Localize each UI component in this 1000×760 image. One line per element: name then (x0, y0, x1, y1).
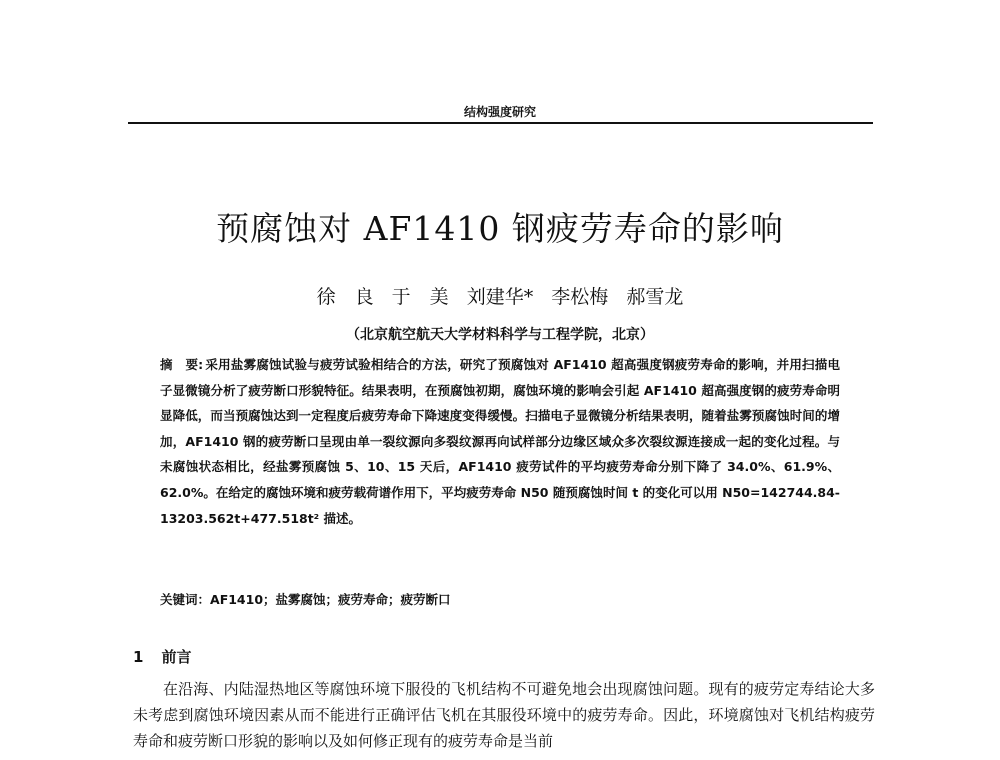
abstract-text: 采用盐雾腐蚀试验与疲劳试验相结合的方法，研究了预腐蚀对 AF1410 超高强度钢疲劳寿命的影响，并用扫描电子显微镜分析了疲劳断口形貌特征。结果表明，在预腐蚀初期，腐蚀环境的影响会引起 AF1410 超高强度钢的疲劳寿命明显降低，而当预腐蚀达到一定程度后疲劳寿命下降速度变得缓慢。扫描电子显微镜分析结果表明，随着盐雾预腐蚀时间的增加，AF1410 钢的疲劳断口呈现由单一裂纹源向多裂纹源再向试样部分边缘区域众多次裂纹源连接成一起的变化过程。与未腐蚀状态相比，经盐雾预腐蚀 5、10、15 天后，AF1410 疲劳试件的平均疲劳寿命分别下降了 34.0%、61.9%、62.0%。在给定的腐蚀环境和疲劳载荷谱作用下，平均疲劳寿命 N50 随预腐蚀时间 t 的变化可以用 N50=142744.84-13203.562t+477.518t² 描述。 (160, 357, 841, 526)
abstract-label: 摘 要: (160, 357, 204, 372)
section-title: 前言 (161, 648, 192, 666)
author-name: 李松梅 (551, 286, 609, 308)
paper-title: 预腐蚀对 AF1410 钢疲劳寿命的影响 (216, 209, 784, 248)
body-paragraph: 在沿海、内陆湿热地区等腐蚀环境下服役的飞机结构不可避免地会出现腐蚀问题。现有的疲劳定寿结论大多未考虑到腐蚀环境因素从而不能进行正确评估飞机在其服役环境中的疲劳寿命。因此，环境腐蚀对飞机结构疲劳寿命和疲劳断口形貌的影响以及如何修正现有的疲劳寿命是当前 (133, 680, 875, 750)
author-list (0, 282, 1000, 309)
section-number: 1 (133, 648, 144, 666)
affiliation: （北京航空航天大学材料科学与工程学院，北京） (346, 327, 654, 343)
keywords (160, 590, 840, 608)
section-heading (133, 646, 191, 667)
author-name: 徐 良 (316, 286, 374, 308)
running-header: 结构强度研究 (463, 105, 536, 119)
author-name: 于 美 (391, 286, 449, 308)
abstract (160, 352, 840, 531)
keywords-text: AF1410；盐雾腐蚀；疲劳寿命；疲劳断口 (210, 592, 451, 607)
author-name: 刘建华* (466, 286, 534, 308)
header-rule (128, 122, 873, 124)
author-name: 郝雪龙 (626, 286, 684, 308)
keywords-label: 关键词： (160, 592, 211, 607)
